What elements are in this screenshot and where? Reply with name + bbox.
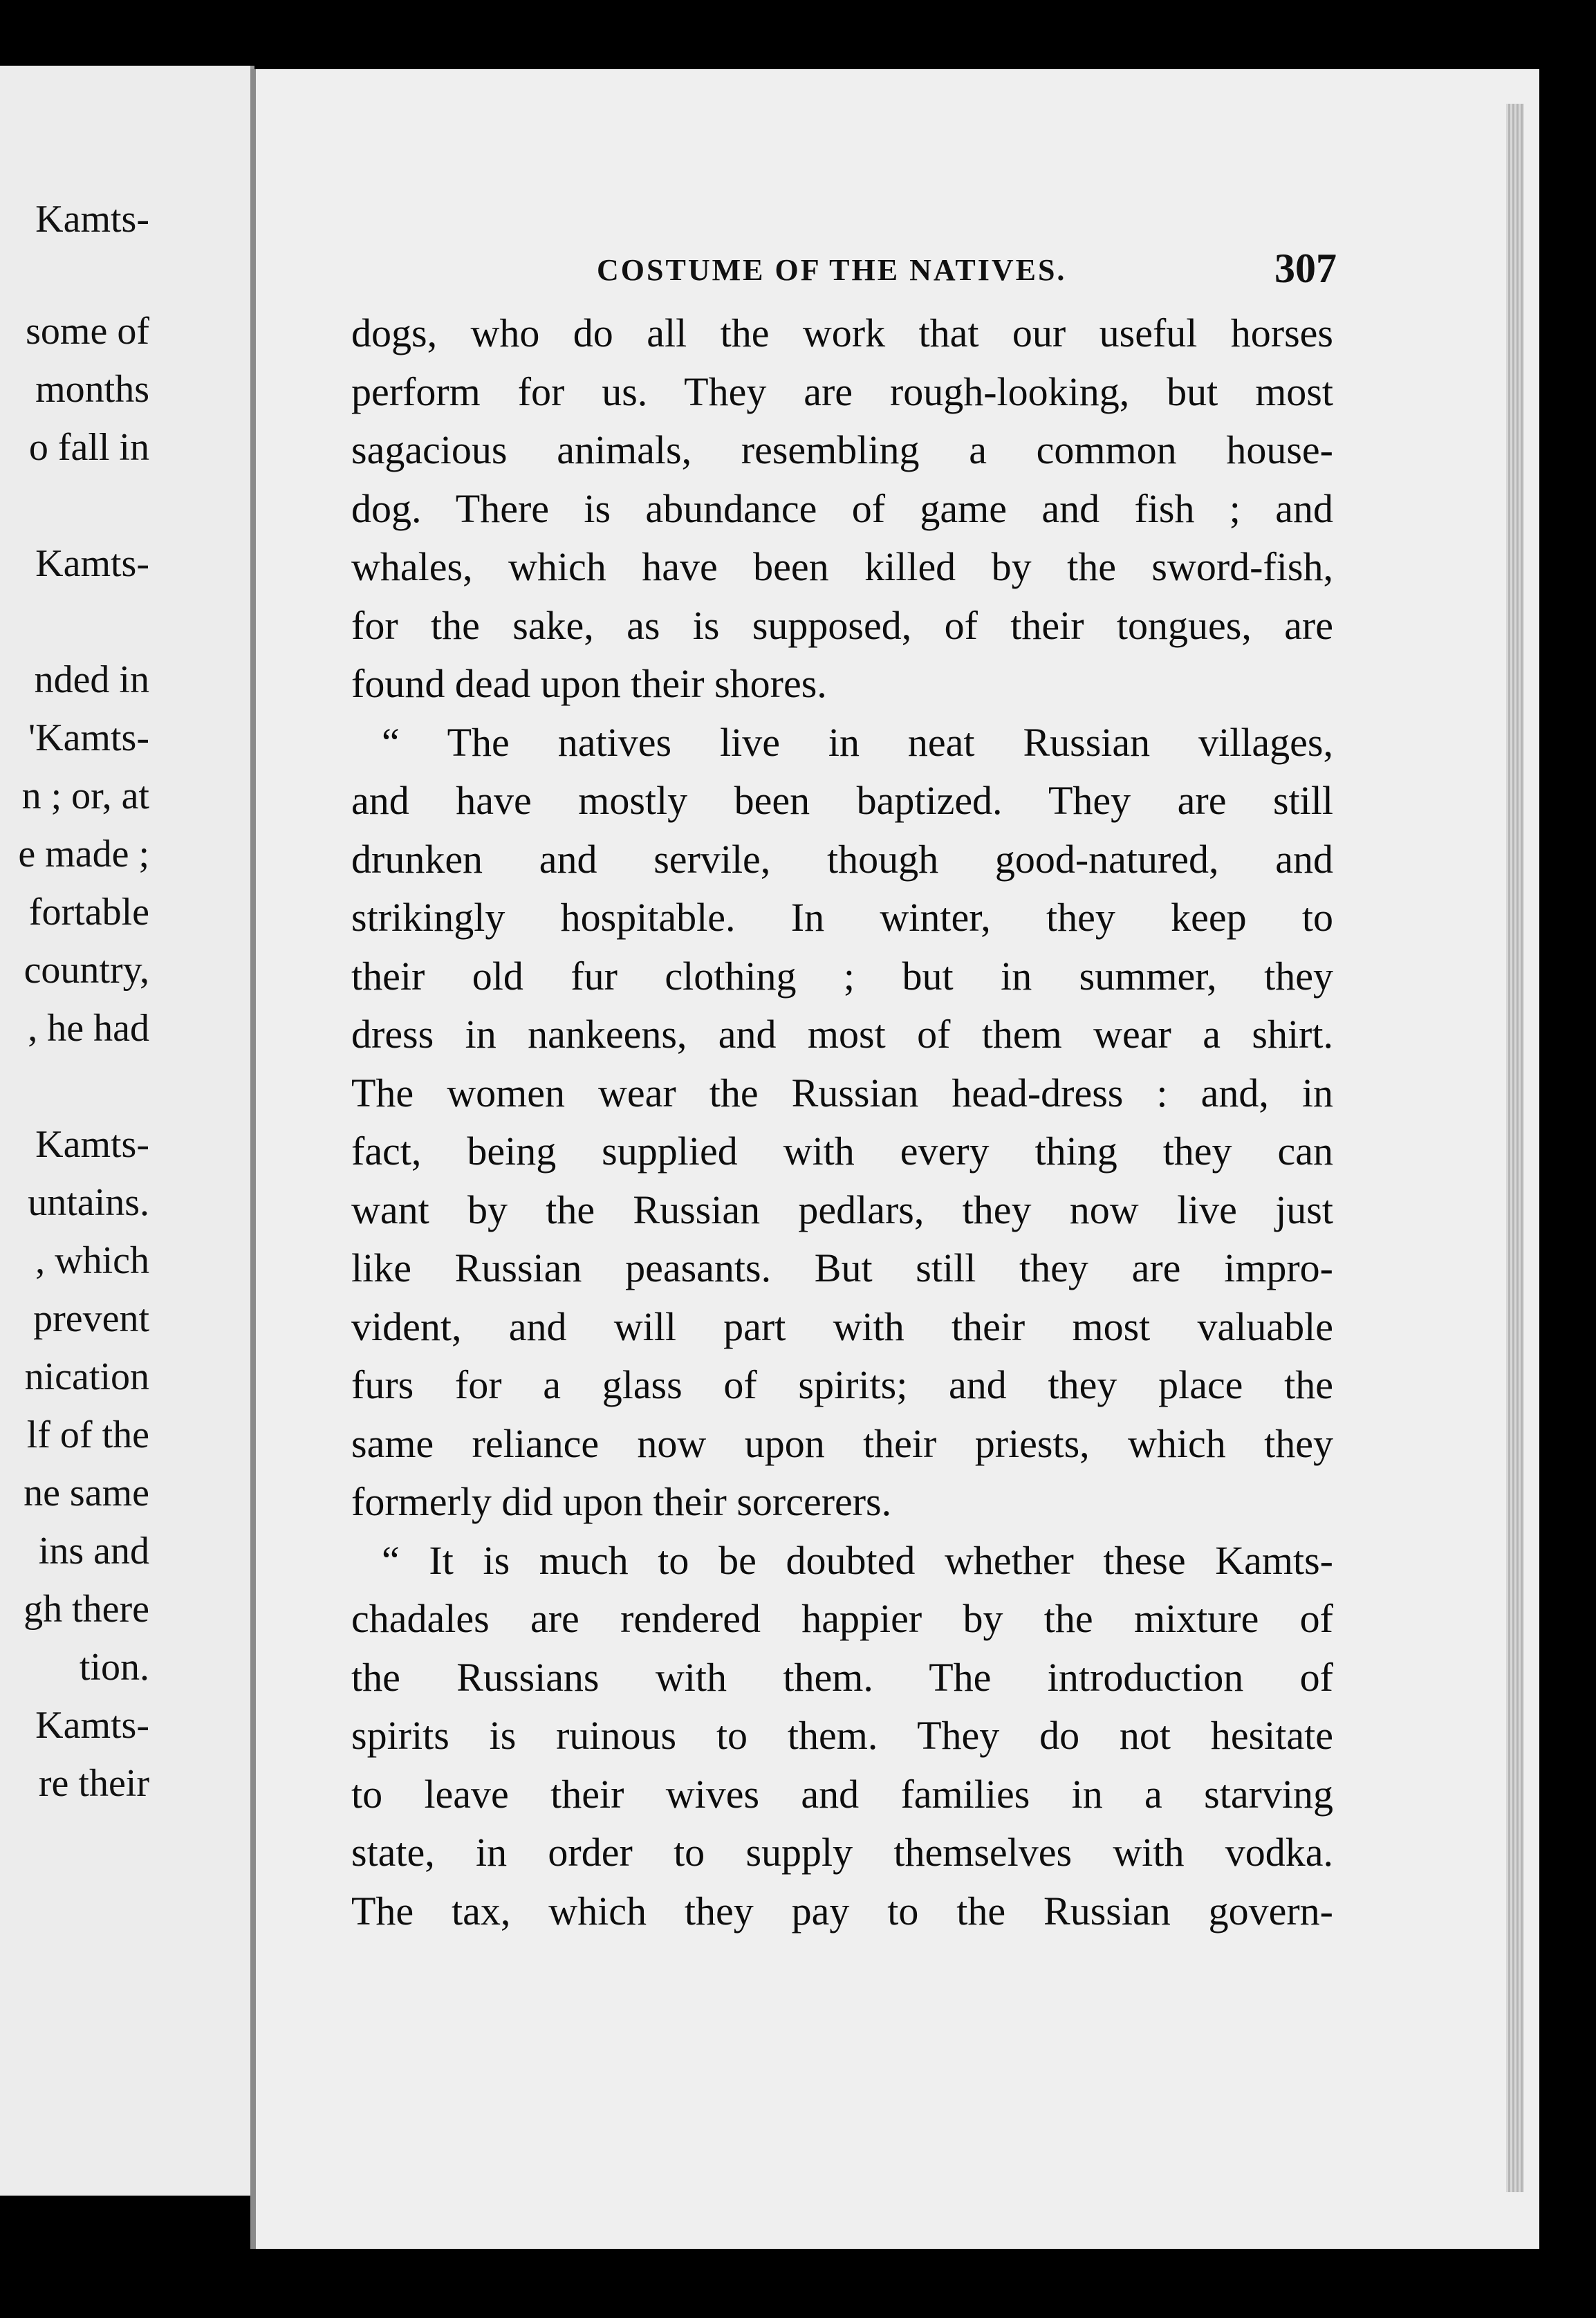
left-page-line: , which [35,1239,149,1282]
running-title: COSTUME OF THE NATIVES. [597,253,1067,287]
left-page-line: gh there [24,1588,149,1631]
text-line: sagacious animals, resembling a common house- [351,427,1333,472]
left-page-line: e made ; [18,833,149,875]
text-line: chadales are rendered happier by the mixture of [351,1596,1333,1641]
text-line: drunken and servile, though good-natured, and [351,836,1333,882]
text-line: fact, being supplied with every thing they can [351,1129,1333,1174]
text-line: whales, which have been killed by the sword-fish, [351,544,1333,589]
text-line: like Russian peasants. But still they are impro- [351,1245,1333,1290]
text-line: their old fur clothing ; but in summer, they [351,953,1333,999]
text-line: the Russians with them. The introduction of [351,1654,1333,1700]
text-line: dogs, who do all the work that our useful horses [351,310,1333,355]
text-line: furs for a glass of spirits; and they place the [351,1362,1333,1407]
text-line: “ The natives live in neat Russian villages, [382,719,1333,765]
page-edge [1506,104,1524,2192]
left-page-line: o fall in [28,426,149,469]
left-page-line: ne same [24,1472,149,1514]
text-line: The women wear the Russian head-dress : and, in [351,1070,1333,1115]
left-page [0,66,254,2196]
text-line: for the sake, as is supposed, of their tongues, are [351,602,1333,648]
text-line: “ It is much to be doubted whether these Kamts- [382,1537,1333,1583]
text-line: found dead upon their shores. [351,661,827,706]
text-line: dog. There is abundance of game and fish ; and [351,485,1333,531]
left-page-line: Kamts- [35,542,149,585]
left-page-line: Kamts- [35,1123,149,1166]
text-line: and have mostly been baptized. They are still [351,778,1333,823]
left-page-line: tion. [79,1646,149,1689]
text-line: state, in order to supply themselves with vodka. [351,1830,1333,1875]
text-line: formerly did upon their sorcerers. [351,1479,892,1524]
left-page-line: prevent [33,1297,149,1340]
left-page-line: Kamts- [35,1704,149,1747]
page-number: 307 [1274,245,1337,291]
text-line: same reliance now upon their priests, which they [351,1420,1333,1466]
text-line: to leave their wives and families in a starving [351,1771,1333,1817]
text-line: spirits is ruinous to them. They do not hesitate [351,1713,1333,1758]
left-page-line: country, [24,949,149,992]
left-page-line: untains. [28,1181,149,1224]
left-page-line: Kamts- [35,198,149,241]
left-page-line: months [35,368,149,411]
text-line: The tax, which they pay to the Russian govern- [351,1888,1333,1934]
left-page-line: n ; or, at [21,775,149,817]
left-page-line: ins and [38,1530,149,1573]
text-line: strikingly hospitable. In winter, they keep to [351,895,1333,940]
running-head [348,245,1337,297]
left-page-line: some of [26,310,149,353]
text-line: vident, and will part with their most valuable [351,1304,1333,1349]
left-page-line: nded in [34,658,149,701]
text-line: perform for us. They are rough-looking, but most [351,369,1333,414]
left-page-line: lf of the [26,1413,149,1456]
left-page-line: , he had [28,1007,149,1050]
body-text [351,304,1333,1940]
left-page-line: fortable [28,891,149,934]
text-line: want by the Russian pedlars, they now live just [351,1187,1333,1232]
left-page-line: nication [24,1355,149,1398]
left-page-line: 'Kamts- [28,716,149,759]
text-line: dress in nankeens, and most of them wear a shirt. [351,1012,1333,1057]
left-page-line: re their [38,1762,149,1805]
